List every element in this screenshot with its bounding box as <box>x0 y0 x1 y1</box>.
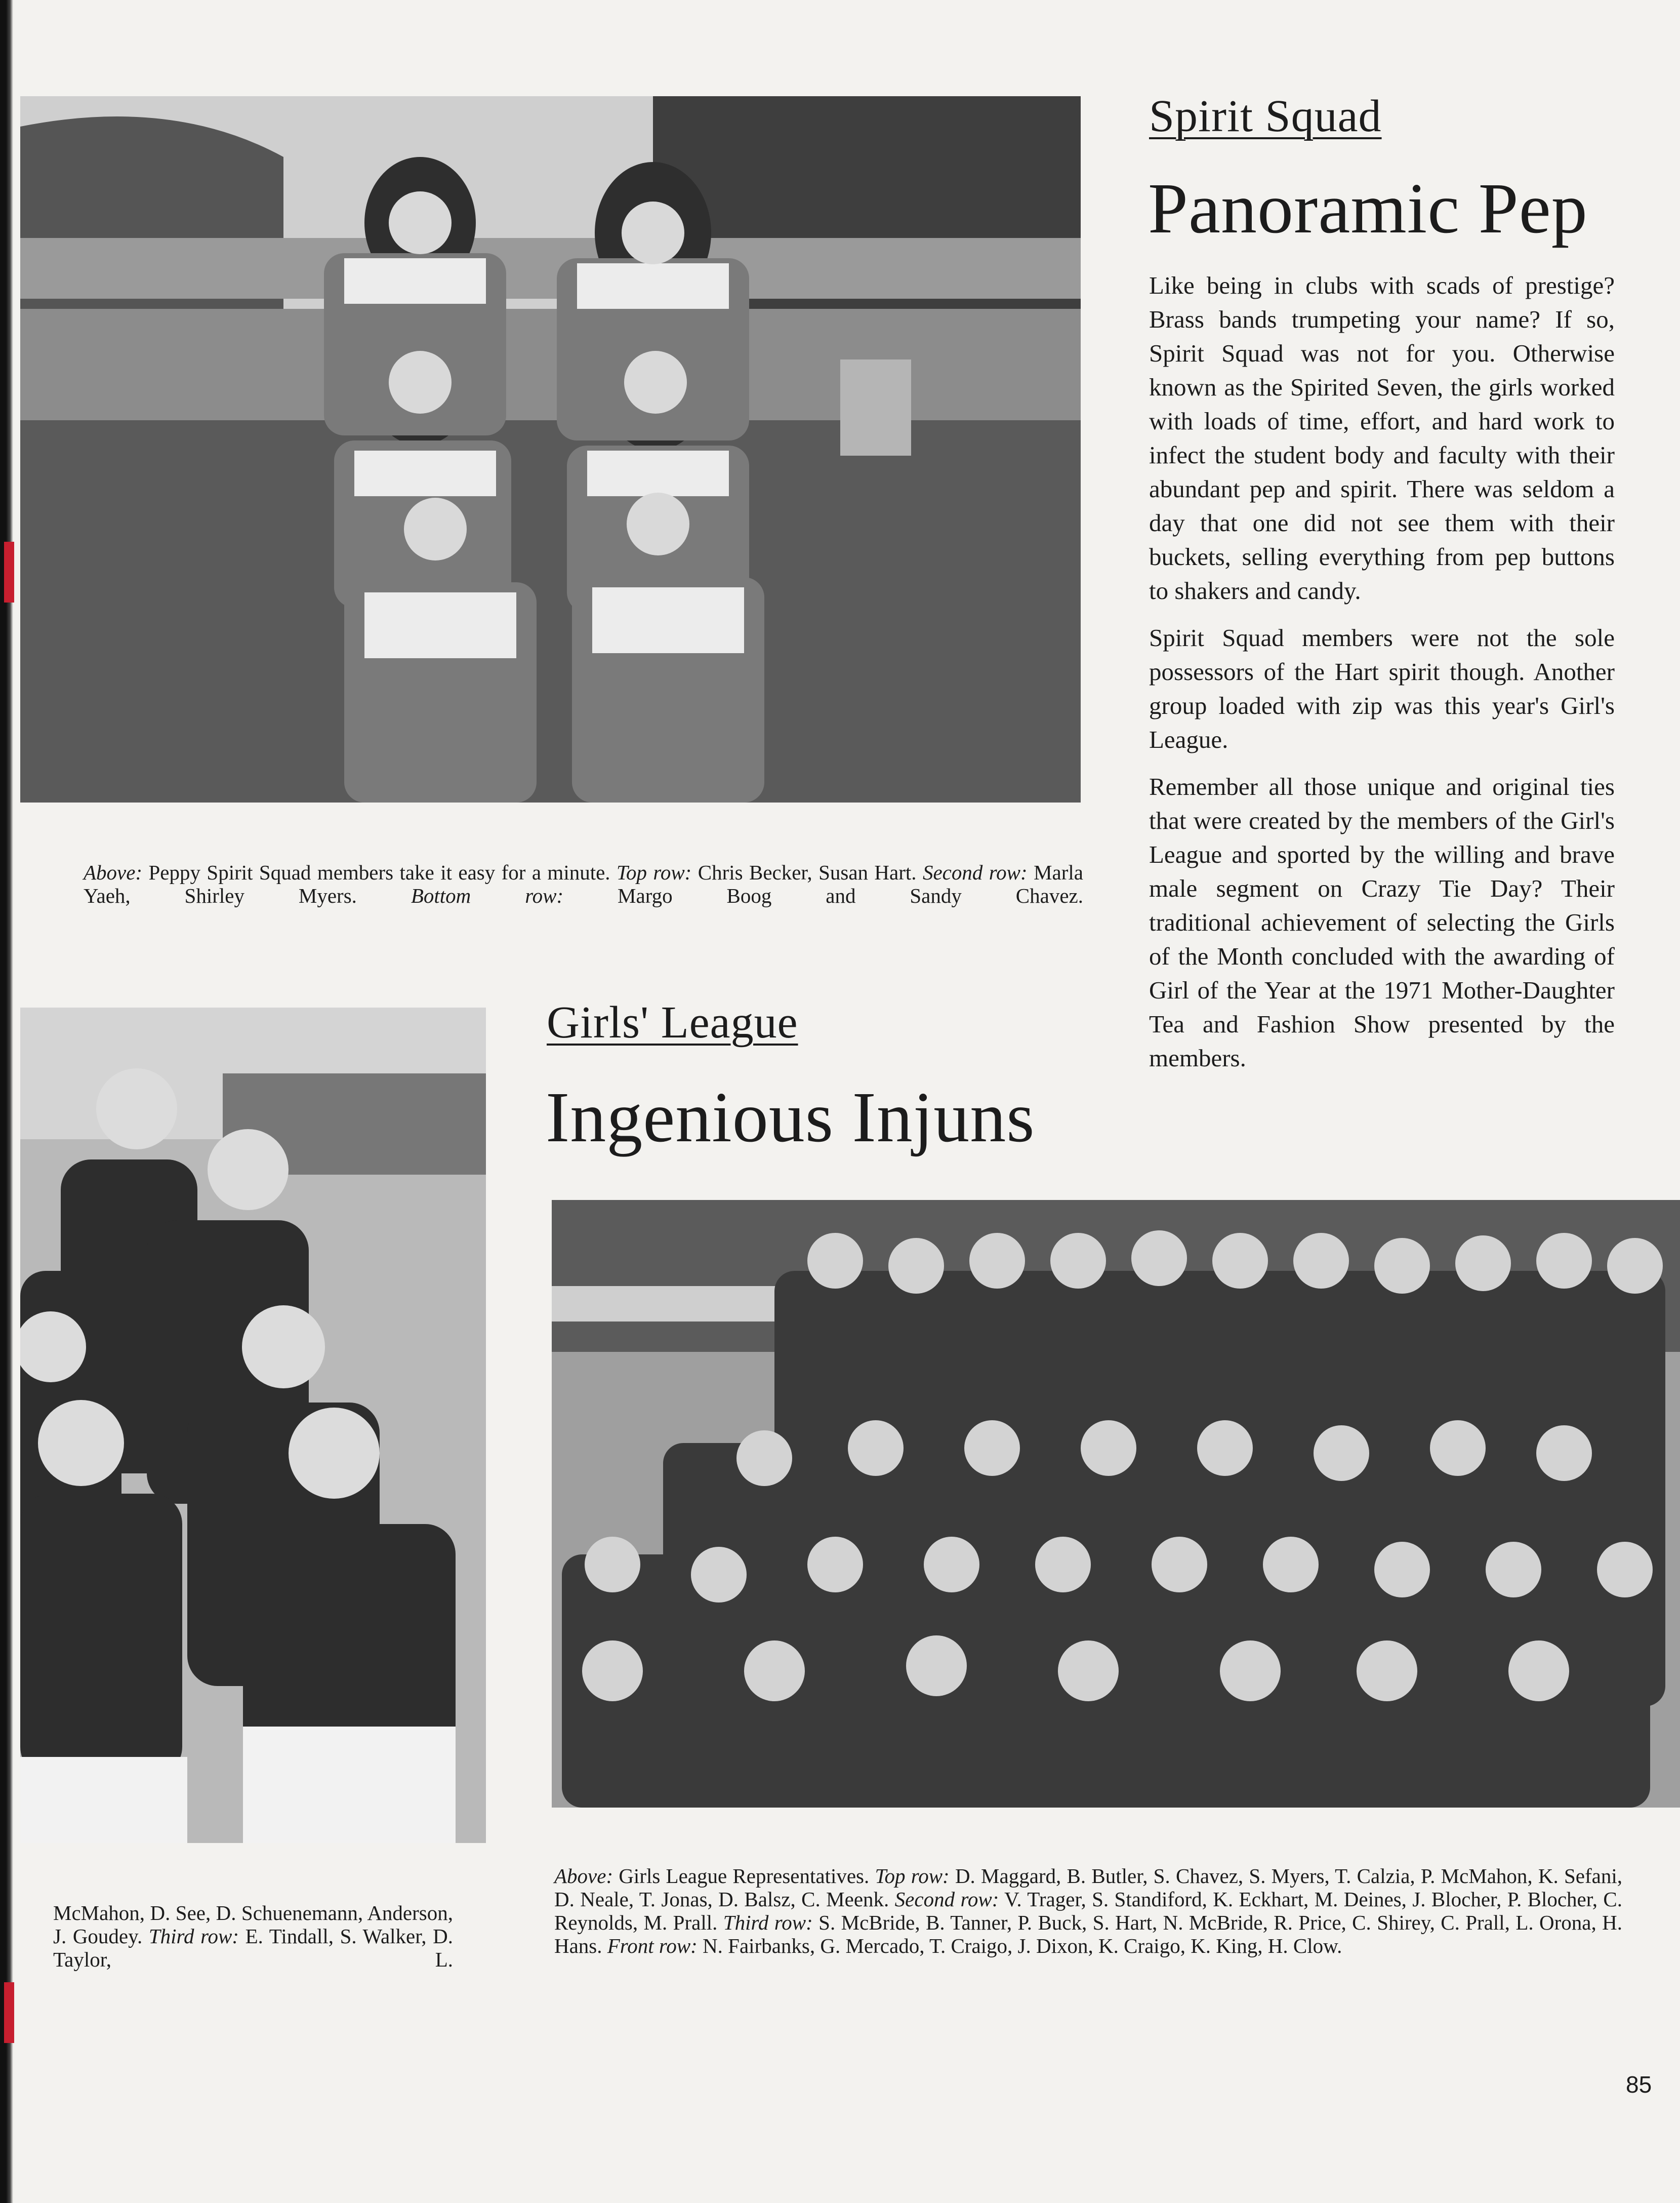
caption-label: Second row: <box>894 1888 999 1911</box>
spirit-squad-caption <box>84 861 1083 907</box>
article-paragraph: Like being in clubs with scads of prestige? Brass bands trumpeting your name? If so, Spirit Squad was not for you. Otherwise known as the Spirited Seven, the girls worked with loads of time, effort, and hard work to infect the student body and faculty with their abundant pep and spirit. There was seldom a day that one did not see them with their buckets, selling everything from pep buttons to shakers and candy. <box>1149 271 1615 605</box>
caption-label: Top row: <box>875 1864 950 1888</box>
page-number: 85 <box>1626 2071 1652 2098</box>
cheer-group-caption <box>53 1901 453 1971</box>
caption-label: Third row: <box>723 1911 813 1934</box>
headline-panoramic-pep: Panoramic Pep <box>1148 168 1588 248</box>
caption-label: Front row: <box>607 1934 698 1957</box>
cheer-group-photo <box>20 1008 486 1843</box>
caption-text: Margo Boog and Sandy Chavez. <box>563 884 1083 907</box>
spirit-squad-photo <box>20 96 1081 803</box>
caption-text: V. Trager, S. Standiford, K. Eckhart, M. Deines, J. Blocher, P. Blocher, C. Reynolds, M. Prall. <box>554 1888 1622 1934</box>
girls-league-caption <box>554 1864 1622 1957</box>
caption-text: Girls League Representatives. <box>613 1864 875 1888</box>
binding-tab <box>4 542 14 603</box>
caption-label: Above: <box>84 861 143 884</box>
caption-label: Second row: <box>922 861 1028 884</box>
caption-text: E. Tindall, S. Walker, D. Taylor, L. <box>53 1925 453 1971</box>
article-body <box>1149 268 1615 1075</box>
article-paragraph: Remember all those unique and original ties that were created by the members of the Girl's League and sported by the willing and brave male segment on Crazy Tie Day? Their traditional achievement of selecting the Girls of the Month concluded with the awarding of Girl of the Year at the 1971 Mother-Daughter Tea and Fashion Show presented by the members. <box>1149 773 1615 1072</box>
headline-ingenious-injuns: Ingenious Injuns <box>546 1077 1035 1157</box>
caption-label: Top row: <box>616 861 692 884</box>
caption-text: Chris Becker, Susan Hart. <box>691 861 923 884</box>
caption-label: Bottom row: <box>411 884 564 907</box>
binding-edge <box>0 0 13 2203</box>
section-label-girls-league: Girls' League <box>547 997 798 1048</box>
girls-league-photo <box>552 1200 1680 1808</box>
binding-tab <box>4 1982 14 2043</box>
caption-text: N. Fairbanks, G. Mercado, T. Craigo, J. Dixon, K. Craigo, K. King, H. Clow. <box>697 1934 1342 1957</box>
article-paragraph: Spirit Squad members were not the sole possessors of the Hart spirit though. Another group loaded with zip was this year's Girl's League. <box>1149 624 1615 753</box>
section-label-spirit-squad: Spirit Squad <box>1149 91 1382 141</box>
caption-text: D. Maggard, B. Butler, S. Chavez, S. Myers, T. Calzia, P. McMahon, K. Sefani, D. Neale, T. Jonas, D. Balsz, C. Meenk. <box>554 1864 1622 1911</box>
caption-text: Marla Yaeh, Shirley Myers. <box>84 861 1083 907</box>
caption-text: Peppy Spirit Squad members take it easy for a minute. <box>142 861 617 884</box>
caption-label: Third row: <box>148 1925 239 1948</box>
caption-text: S. McBride, B. Tanner, P. Buck, S. Hart, N. McBride, R. Price, C. Shirey, C. Prall, L. Orona, H. Hans. <box>554 1911 1623 1957</box>
caption-text: McMahon, D. See, D. Schuenemann, Anderson, J. Goudey. <box>53 1901 453 1948</box>
caption-label: Above: <box>554 1864 613 1888</box>
